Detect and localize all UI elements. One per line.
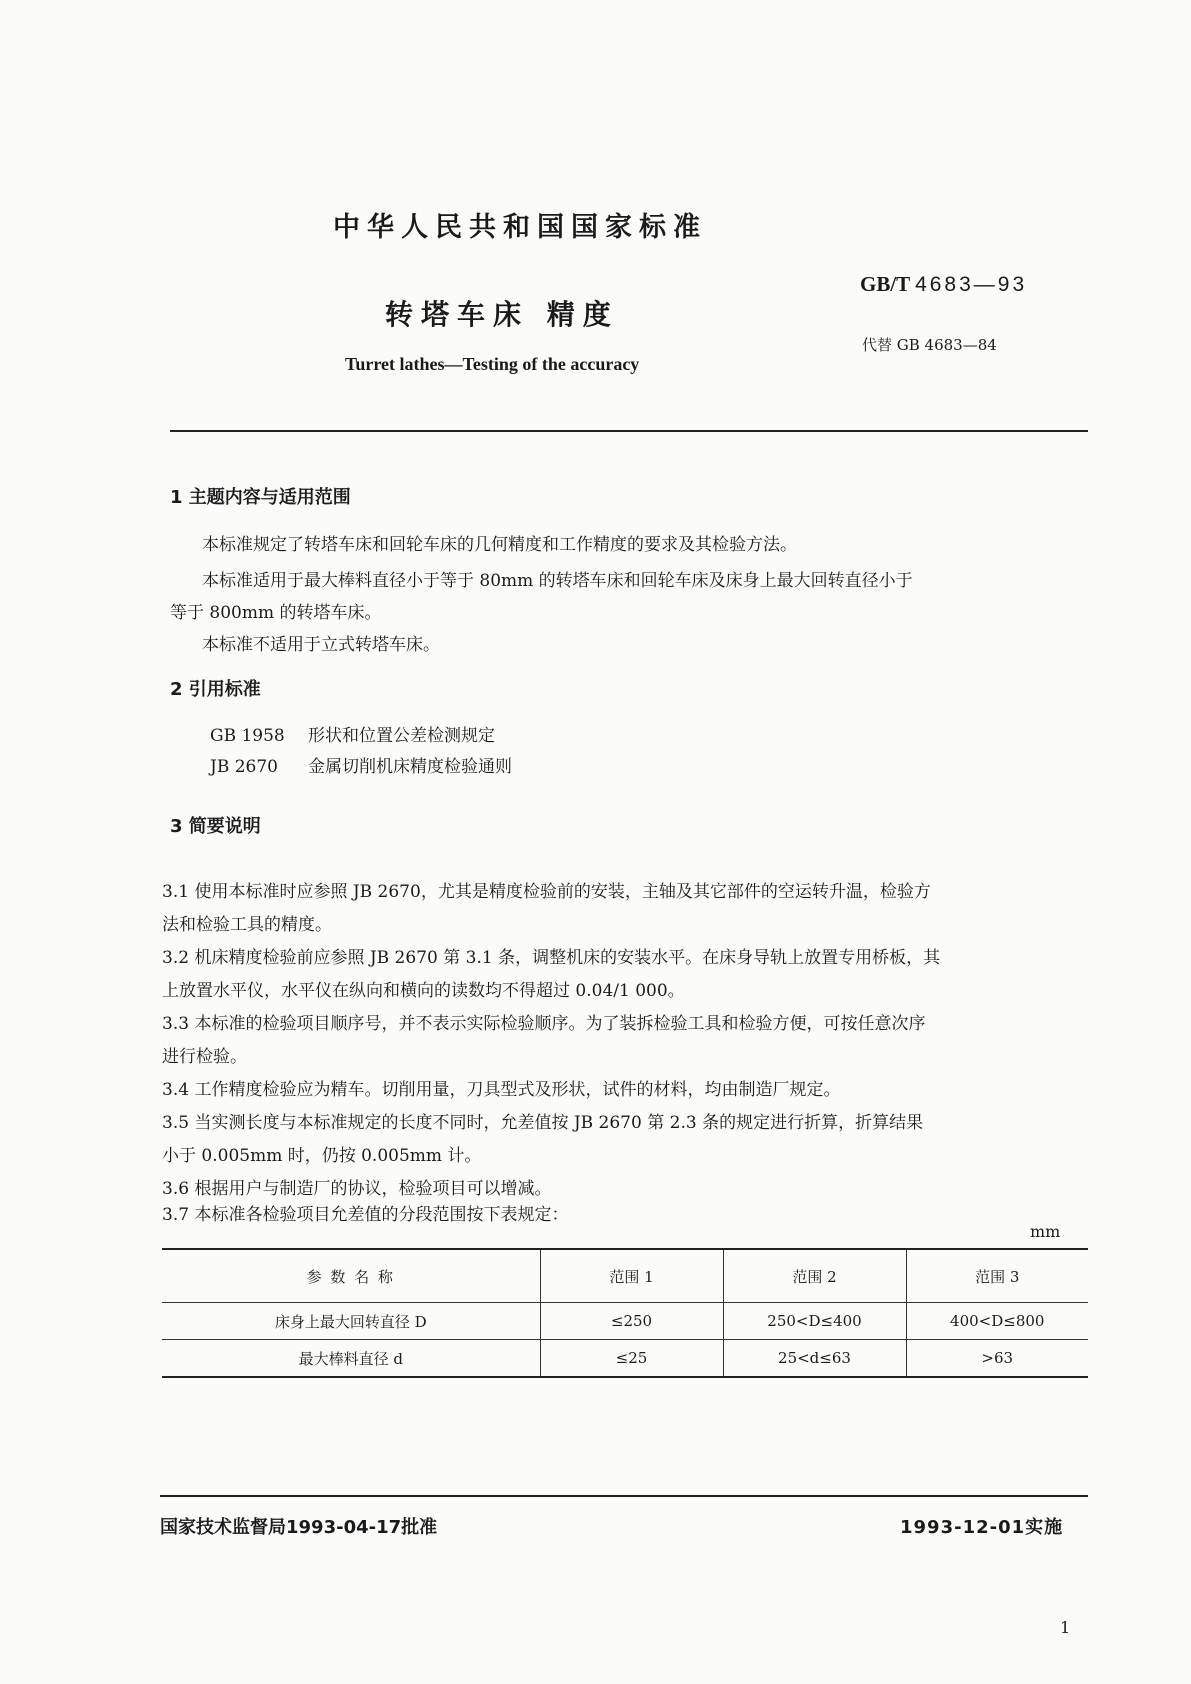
clause-3-7: 3.7 本标准各检验项目允差值的分段范围按下表规定： — [162, 1205, 569, 1225]
reference-title: 金属切削机床精度检验通则 — [308, 757, 512, 777]
table-cell: 床身上最大回转直径 D — [274, 1312, 427, 1331]
clause-3-5-line-1: 3.5 当实测长度与本标准规定的长度不同时，允差值按 JB 2670 第 2.3 条的规定进行折算，折算结果 — [162, 1113, 924, 1133]
section-2-heading: 2 引用标准 — [170, 679, 261, 700]
reference-code: GB 1958 — [210, 726, 285, 746]
table-cell: 25<d≤63 — [723, 1340, 906, 1378]
clause-3-1-line-2: 法和检验工具的精度。 — [162, 915, 332, 935]
tolerance-range-table — [162, 1248, 1088, 1378]
implementation-date: 1993-12-01实施 — [900, 1517, 1064, 1538]
table-header-cell: 范围 1 — [540, 1249, 723, 1303]
document-title: 转塔车床 精度 — [385, 298, 619, 331]
clause-3-5-line-2: 小于 0.005mm 时，仍按 0.005mm 计。 — [162, 1146, 482, 1166]
table-cell: 400<D≤800 — [906, 1303, 1088, 1340]
table-cell: 250<D≤400 — [723, 1303, 906, 1340]
section-1-paragraph-2-line-1: 本标准适用于最大棒料直径小于等于 80mm 的转塔车床和回轮车床及床身上最大回转直径小于 — [202, 571, 913, 591]
table-header-cell: 范围 3 — [906, 1249, 1088, 1303]
section-1-paragraph-3: 本标准不适用于立式转塔车床。 — [202, 635, 440, 655]
national-standard-heading: 中华人民共和国国家标准 — [333, 212, 707, 243]
reference-item — [210, 721, 495, 746]
replaces-standard: 代替 GB 4683—84 — [862, 336, 997, 354]
table-row — [162, 1303, 1088, 1340]
footer-divider — [160, 1495, 1088, 1497]
reference-item — [210, 752, 512, 777]
table-cell: 最大棒料直径 d — [298, 1349, 403, 1368]
standard-prefix: GB/T — [860, 272, 910, 296]
standard-code: 4683—93 — [915, 273, 1028, 296]
approval-date: 国家技术监督局1993-04-17批准 — [160, 1517, 438, 1538]
header-divider — [170, 430, 1088, 432]
table-header-cell: 范围 2 — [723, 1249, 906, 1303]
reference-code: JB 2670 — [210, 757, 278, 777]
page-number: 1 — [1060, 1618, 1071, 1637]
clause-3-6: 3.6 根据用户与制造厂的协议，检验项目可以增减。 — [162, 1179, 552, 1199]
reference-title: 形状和位置公差检测规定 — [308, 726, 495, 746]
table-header-cell: 参 数 名 称 — [306, 1267, 395, 1286]
section-3-heading: 3 简要说明 — [170, 816, 261, 837]
clause-3-3-line-2: 进行检验。 — [162, 1047, 247, 1067]
clause-3-4: 3.4 工作精度检验应为精车。切削用量，刀具型式及形状，试件的材料，均由制造厂规定。 — [162, 1080, 841, 1100]
table-cell: >63 — [906, 1340, 1088, 1378]
section-1-paragraph-1: 本标准规定了转塔车床和回轮车床的几何精度和工作精度的要求及其检验方法。 — [202, 535, 797, 555]
table-header-row — [162, 1249, 1088, 1303]
clause-3-2-line-2: 上放置水平仪，水平仪在纵向和横向的读数均不得超过 0.04/1 000。 — [162, 981, 685, 1001]
clause-3-1-line-1: 3.1 使用本标准时应参照 JB 2670，尤其是精度检验前的安装，主轴及其它部件的空运转升温，检验方 — [162, 882, 931, 902]
table-cell: ≤250 — [540, 1303, 723, 1340]
clause-3-2-line-1: 3.2 机床精度检验前应参照 JB 2670 第 3.1 条，调整机床的安装水平。在床身导轨上放置专用桥板，其 — [162, 948, 941, 968]
standard-number — [860, 272, 1027, 297]
table-row — [162, 1340, 1088, 1378]
english-title: Turret lathes—Testing of the accuracy — [345, 354, 640, 374]
clause-3-3-line-1: 3.3 本标准的检验项目顺序号，并不表示实际检验顺序。为了装拆检验工具和检验方便，可按任意次序 — [162, 1014, 926, 1034]
section-1-paragraph-2-line-2: 等于 800mm 的转塔车床。 — [170, 603, 382, 623]
table-cell: ≤25 — [540, 1340, 723, 1378]
section-1-heading: 1 主题内容与适用范围 — [170, 487, 351, 508]
table-unit: mm — [1030, 1222, 1061, 1241]
